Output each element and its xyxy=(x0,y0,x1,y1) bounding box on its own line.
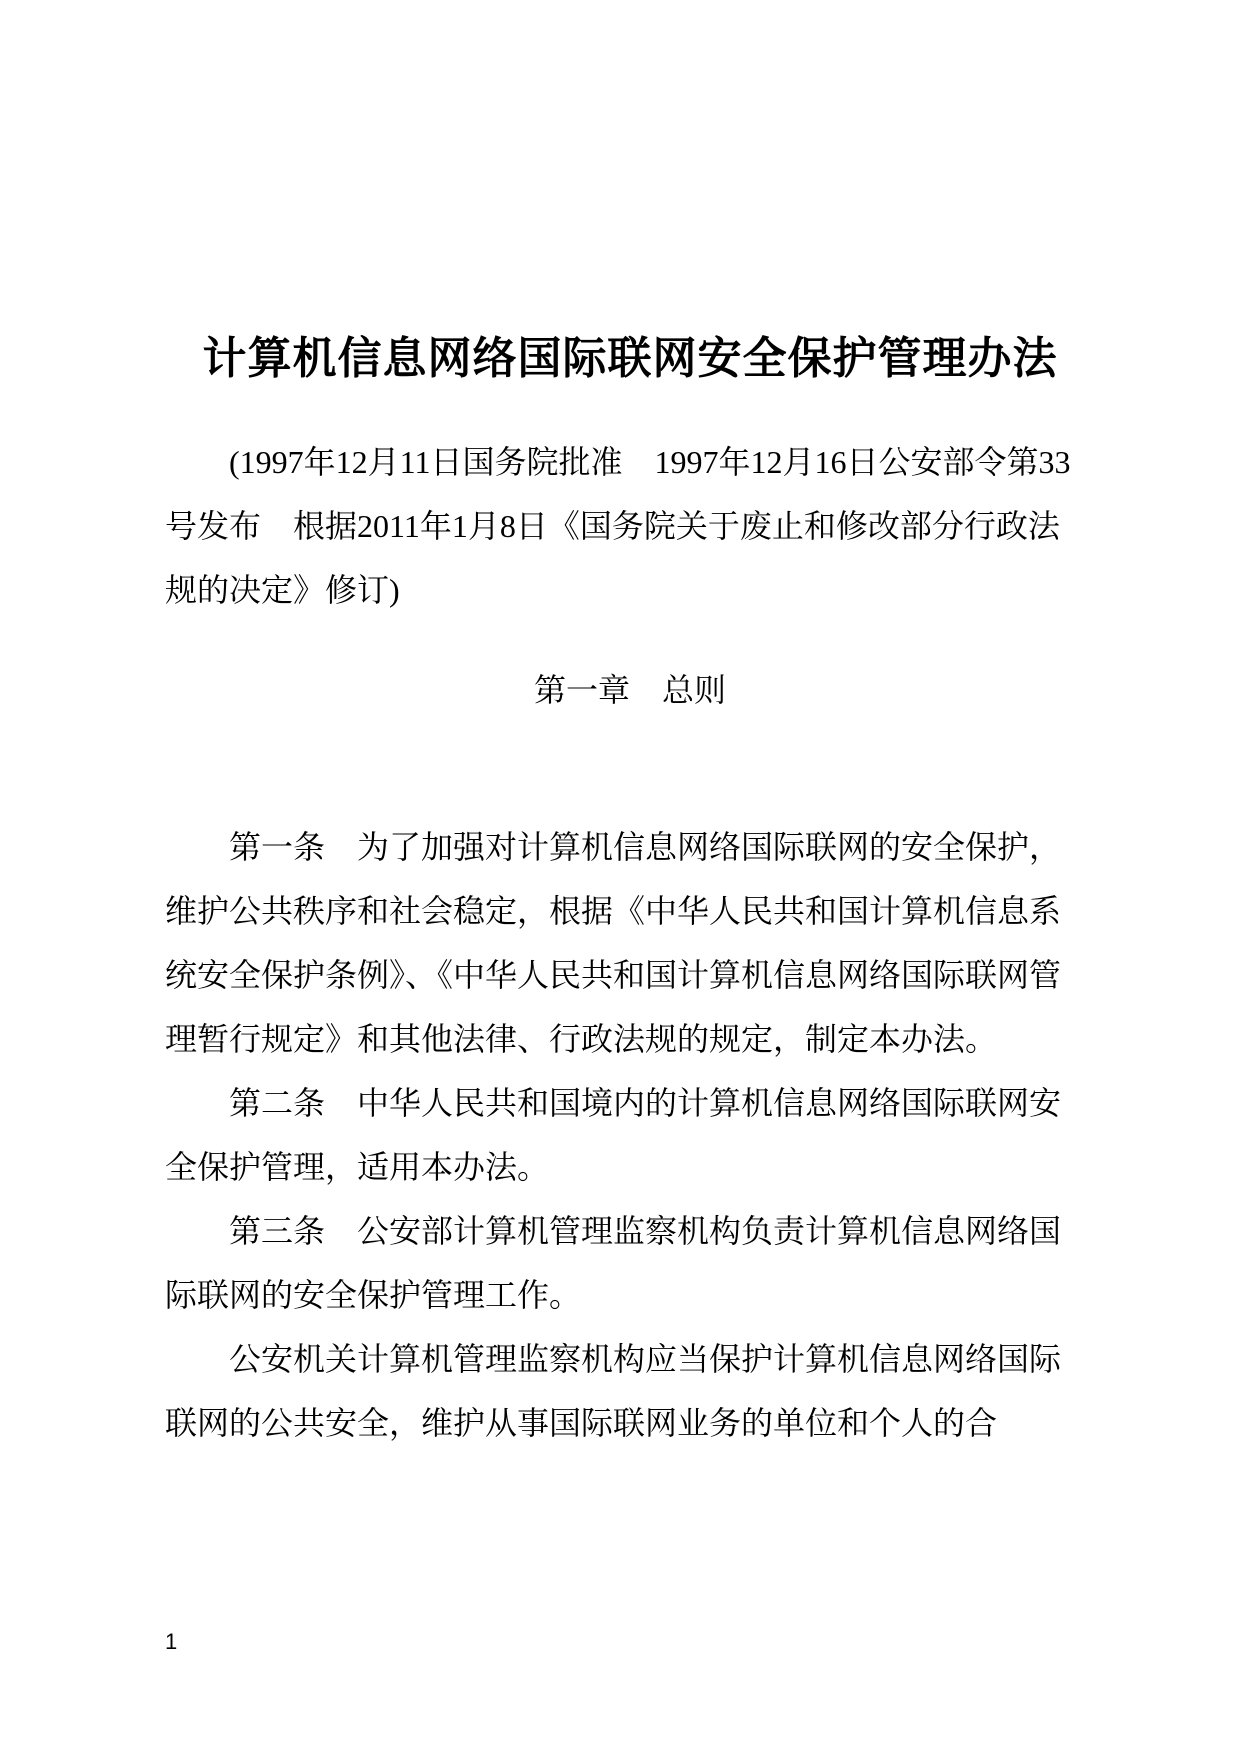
article-number: 第二条 xyxy=(229,1084,326,1122)
article-text: 公安部计算机管理监察机构负责计算机信息网络国际联网的安全保护管理工作。 xyxy=(165,1212,1062,1314)
chapter-heading: 第一章 总则 xyxy=(533,671,726,709)
article-number: 第三条 xyxy=(229,1212,326,1250)
document-title: 计算机信息网络国际联网安全保护管理办法 xyxy=(202,333,1058,385)
approval-note-text: (1997年12月11日国务院批准 1997年12月16日公安部令第33号发布 根据2011年1月8日《国务院关于废止和修改部分行政法规的决定》修订) xyxy=(165,444,1071,608)
approval-note xyxy=(165,430,1075,622)
article-2 xyxy=(165,1071,1075,1199)
continuation-paragraph: 公安机关计算机管理监察机构应当保护计算机信息网络国际联网的公共安全，维护从事国际联网业务的单位和个人的合 xyxy=(165,1340,1062,1442)
page-number: 1 xyxy=(165,1629,178,1654)
article-1 xyxy=(165,815,1075,1071)
article-number: 第一条 xyxy=(229,828,326,866)
article-text: 中华人民共和国境内的计算机信息网络国际联网安全保护管理，适用本办法。 xyxy=(165,1084,1062,1186)
article-text: 为了加强对计算机信息网络国际联网的安全保护，维护公共秩序和社会稳定，根据《中华人民共和国计算机信息系统安全保护条例》、《中华人民共和国计算机信息网络国际联网管理暂行规定》和其他法律、行政法规的规定，制定本办法。 xyxy=(165,828,1062,1058)
article-3 xyxy=(165,1199,1075,1327)
articles-section xyxy=(165,815,1075,1455)
